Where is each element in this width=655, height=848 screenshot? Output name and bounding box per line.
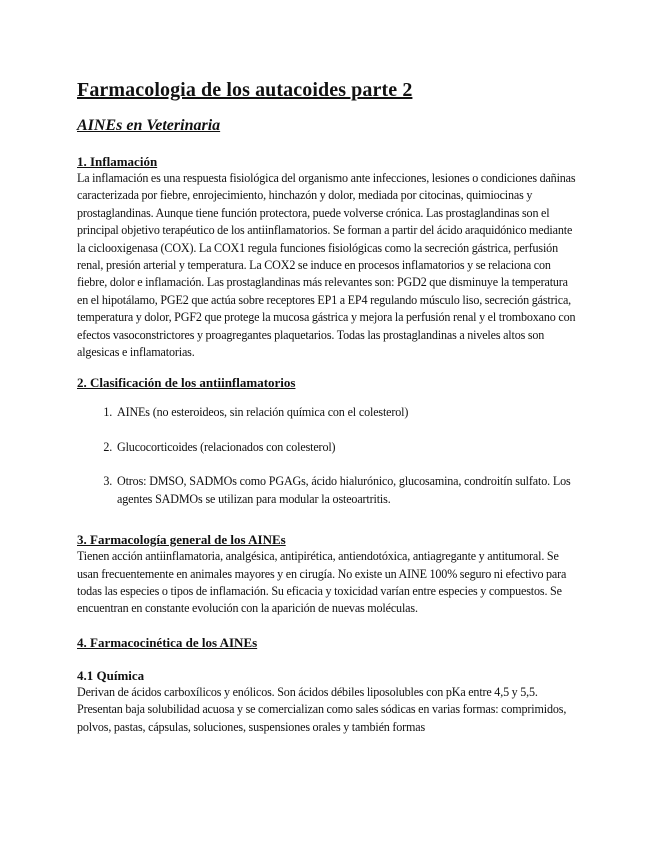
list-item: 2. Glucocorticoides (relacionados con colesterol) xyxy=(115,439,577,456)
document-title: Farmacologia de los autacoides parte 2 xyxy=(77,79,413,101)
list-item: 1. AINEs (no esteroideos, sin relación química con el colesterol) xyxy=(115,404,577,421)
document-subtitle: AINEs en Veterinaria xyxy=(77,117,221,134)
section-farmacocinetica xyxy=(77,634,577,736)
section-body-farmacologia-general: Tienen acción antiinflamatoria, analgésica, antipirética, antiendotóxica, antiagregante y antitumoral. Se usan frecuentemente en animales mayores y en cirugía. No existe un AINE 100% seguro ni efectivo para todas las especies o tipos de inflamación. Su eficacia y toxicidad varían entre especies y compuestos. Se encuentran en constante evolución con la aparición de nuevas moléculas. xyxy=(77,549,567,616)
section-farmacologia-general xyxy=(77,531,577,618)
section-inflamacion xyxy=(77,153,577,361)
section-heading-clasificacion: 2. Clasificación de los antiinflamatorios xyxy=(77,375,296,391)
section-heading-farmacologia-general: 3. Farmacología general de los AINEs xyxy=(77,532,286,548)
document-page xyxy=(77,78,577,736)
section-body-inflamacion: La inflamación es una respuesta fisiológica del organismo ante infecciones, lesiones o condiciones dañinas caracterizada por fiebre, enrojecimiento, hinchazón y dolor, mediada por citocinas, quimiocinas y prostaglandinas. Aunque tiene función protectora, puede volverse crónica. Las prostaglandinas son el principal objetivo terapéutico de los antiinflamatorios. Se forman a partir del ácido araquidónico mediante la ciclooxigenasa (COX). La COX1 regula funciones fisiológicas como la secreción gástrica, perfusión renal, presión arterial y temperatura. La COX2 se induce en procesos inflamatorios y se relaciona con fiebre, dolor e inflamación. Las prostaglandinas más relevantes son: PGD2 que disminuye la temperatura en el hipotálamo, PGE2 que actúa sobre receptores EP1 a EP4 regulando músculo liso, secreción gástrica, temperatura y dolor, PGF2 que protege la mucosa gástrica y mejora la perfusión renal y el tromboxano con efectos vasoconstrictores y proagregantes plaquetarios. Todas las prostaglandinas a niveles altos son algesicas e inflamatorias. xyxy=(77,171,576,360)
clasificacion-list xyxy=(77,404,577,508)
subsection-body-quimica: Derivan de ácidos carboxílicos y enólicos. Son ácidos débiles liposolubles con pKa entre 4,5 y 5,5. Presentan baja solubilidad acuosa y se comercializan como sales sódicas en varias formas: comprimidos, polvos, pastas, cápsulas, soluciones, suspensiones orales y también formas xyxy=(77,684,567,734)
section-heading-inflamacion: 1. Inflamación xyxy=(77,154,158,169)
subsection-heading-quimica: 4.1 Química xyxy=(77,667,145,683)
section-clasificacion xyxy=(77,374,577,508)
list-item: 3. Otros: DMSO, SADMOs como PGAGs, ácido hialurónico, glucosamina, condroitín sulfato. Los agentes SADMOs se utilizan para modular la osteoartritis. xyxy=(115,473,577,508)
section-heading-farmacocinetica: 4. Farmacocinética de los AINEs xyxy=(77,634,258,650)
